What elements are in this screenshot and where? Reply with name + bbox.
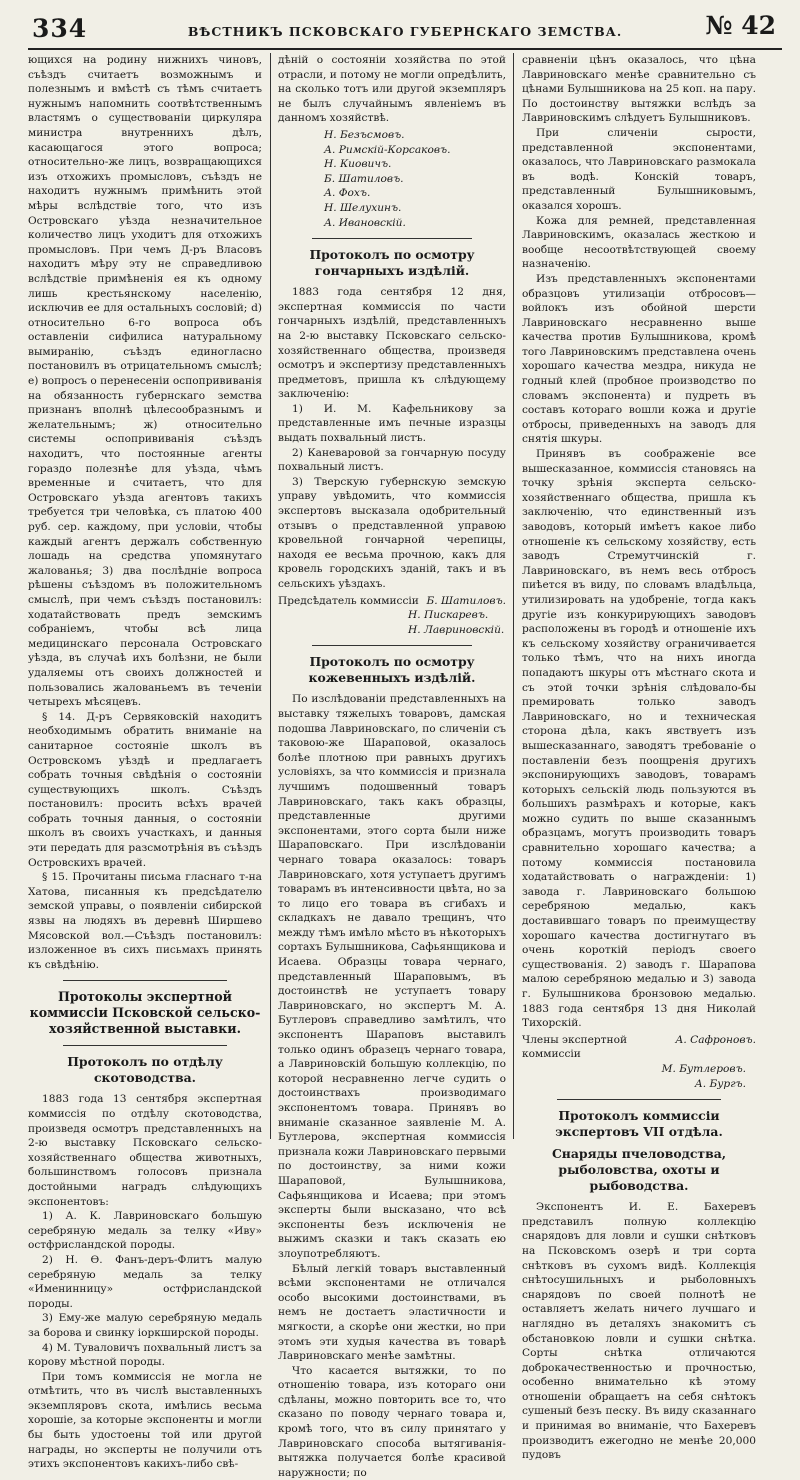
columns: [28, 53, 782, 1479]
paragraph: Изъ представленныхъ экспонентами образцовъ утилизаціи отбросовъ—войлокъ изъ обойной шерсти Лавриновскаго несравненно выше качества против Булышникова, кромѣ того Лавриновскимъ представлена очень хорошаго качества мездра, никуда не годный клей (пробное производство по словамъ экспонента) и пудреть въ составъ котораго вошли кожа и другіе отбросы, приведенныхъ на заводъ для снятія шкуры.: [522, 272, 756, 446]
paragraph: Что касается вытяжки, то по отношенію товара, изъ котораго они сдѣланы, можно повторить все то, что сказано по поводу чернаго товара и, кромѣ того, что въ силу принятаго у Лавриновскаго способа вытягиванія-вытяжка получается болѣе красивой наружности; по: [278, 1364, 506, 1479]
section-title: Протоколы экспертной коммиссіи Псковской сельско-хозяйственной выставки.: [29, 989, 261, 1037]
signatures-block: [278, 128, 506, 230]
signature: А. Фохъ.: [324, 187, 371, 200]
signature-row: [278, 594, 506, 609]
paragraph: § 15. Прочитаны письма гласнаго т-на Хатова, писанныя къ предсѣдателю земской управы, о появленіи сибирской язвы на людяхъ въ деревнѣ Ширшево Мясовской вол.—Съѣздъ постановилъ: изложенное въ сихъ письмахъ принять къ свѣдѣнію.: [28, 871, 262, 971]
chairman-signatures: [278, 594, 506, 638]
paragraph: 1883 года сентября 12 дня, экспертная коммиссія по части гончарныхъ издѣлій, представленныхъ на 2-ю выставку Псковскаго сельско-хозяйственнаго общества, произведя осмотръ и экспертизу представленныхъ предметовъ, пришла къ слѣдующему заключенію:: [278, 286, 506, 401]
signature-row: [522, 1033, 756, 1062]
paragraph: 3) Тверскую губернскую земскую управу увѣдомить, что коммиссія экспертовъ высказала одобрительный отзывъ о представленной управою кровельной гончарной черепицы, находя ее весьма прочною, какъ для кровель городскихъ зданій, такъ и въ сельскихъ уѣздахъ.: [278, 475, 506, 590]
signature: Б. Шатиловъ.: [426, 594, 506, 607]
column-3: [514, 53, 756, 1462]
paragraph: 1883 года 13 сентября экспертная коммиссія по отдѣлу скотоводства, произведя осмотръ представленныхъ на 2-ю выставку Псковскаго сельско-хозяйственнаго общества животныхъ, большинствомъ голосовъ признала достойными наградъ слѣдующихъ экспонентовъ:: [28, 1093, 262, 1208]
signature: А. Римскій-Корсаковъ.: [324, 143, 451, 156]
paragraph: Принявъ въ соображеніе все вышесказанное, коммиссія становясь на точку зрѣнія эксперта сельско-хозяйственнаго общества, пришла къ заключенію, что единственный изъ заводовъ, который имѣетъ какое либо отношеніе къ сельскому хозяйству, есть заводъ Стремутчинскій г. Лавриновскаго, въ немъ весь отбросъ пиѣется въ виду, по словамъ владѣльца, утилизировать на удобреніе, тогда какъ другіе изъ конкурирующихъ заводовъ расположены въ городѣ и отношеніе ихъ къ сельскому хозяйству ограничивается только тѣмъ, что на нихъ иногда попадаютъ шкуры отъ мѣстнаго скота и съ этой точки зрѣнія слѣдовало-бы премировать только заводъ Лавриновскаго, но и техническая сторона дѣла, какъ явствуетъ изъ вышесказаннаго, заводятъ требованіе о поставленіи безъ поощренія другихъ экспонирующихъ заводовъ, товарамъ которыхъ сельскій людь пользуются въ большихъ размѣрахъ и которые, какъ можно судить по выше сказаннымъ образцамъ, могутъ производить товаръ сравнительно хорошаго качества; а потому коммиссія постановила ходатайствовать о награжденіи: 1) завода г. Лавриновскаго большою серебряною медалью, какъ доставившаго товаръ по преимуществу хорошаго качества достигнутаго въ очень короткій періодъ своего существованія. 2) заводъ г. Шарапова малою серебряною медалью и 3) завода г. Булышникова бронзовою медалью. 1883 года сентября 13 дня Николай Тихорскій.: [522, 448, 756, 1030]
section-heading-equipment: Снаряды пчеловодства, рыболовства, охоты и рыбоводства.: [551, 1146, 727, 1194]
protocol-title-leather: Протоколъ по осмотру кожевенныхъ издѣлій.: [308, 654, 476, 686]
signature: Н. Шелухинъ.: [324, 201, 402, 214]
divider: [63, 980, 227, 981]
signature: Б. Шатиловъ.: [324, 172, 404, 185]
members-signatures: [522, 1033, 756, 1091]
paragraph: 4) М. Туваловичъ похвальный листъ за корову мѣстной породы.: [28, 1341, 262, 1369]
paragraph: При томъ коммиссія не могла не отмѣтить, что въ числѣ выставленныхъ экземпляровъ скота, имѣлись весьма хорошіе, за которые экспоненты и могли бы быть удостоены той или другой награды, но эксперты не получили отъ этихъ экспонентовъ какихъ-либо свѣ-: [28, 1370, 262, 1471]
signature: Н. Безъсмовъ.: [324, 128, 405, 141]
column-1: [28, 53, 270, 1471]
paragraph: 1) И. М. Кафельникову за представленные имъ печные изразцы выдать похвальный листъ.: [278, 402, 506, 445]
paragraph: сравненіи цѣнъ оказалось, что цѣна Лавриновскаго менѣе сравнительно съ цѣнами Булышникова на 25 коп. на пару. По достоинству вытяжки вслѣдъ за Лавриновскимъ слѣдуетъ Булышниковъ.: [522, 54, 756, 125]
paragraph: 2) Каневаровой за гончарную посуду похвальный листъ.: [278, 446, 506, 474]
divider: [557, 1099, 721, 1100]
paragraph: § 14. Д-ръ Сервяковскій находитъ необходимымъ обратить вниманіе на санитарное состояніе школъ въ Островскомъ уѣздѣ и предлагаетъ собрать точныя свѣдѣнія о состояніи существующихъ школъ. Съѣздъ постановилъ: просить всѣхъ врачей собрать точныя данныя, о состояніи школъ въ своихъ участкахъ, и данныя эти передать для разсмотрѣнія въ съѣздъ Островскихъ врачей.: [28, 710, 262, 869]
protocol-title-pottery: Протоколъ по осмотру гончарныхъ издѣлій.: [309, 247, 475, 279]
paragraph: При сличеніи сырости, представленной экспонентами, оказалось, что Лавриновскаго размокала въ водѣ. Конскій товаръ, представленный Булышниковымъ, оказался хорошъ.: [522, 126, 756, 212]
paragraph: 1) А. К. Лавриновскаго большую серебряную медаль за телку «Иву» остфрисландской породы.: [28, 1210, 262, 1252]
signature: Н. Лавриновскій.: [408, 623, 505, 636]
page-number: 334: [32, 14, 88, 43]
signature: А. Бургъ.: [694, 1077, 746, 1090]
issue-number: № 42: [705, 11, 776, 40]
paragraph: ющихся на родину нижнихъ чиновъ, съѣздъ считаетъ возможнымъ и полезнымъ и вмѣстѣ съ тѣмъ считаетъ нужнымъ напомнить соотвѣтственнымъ властямъ о существованіи циркуляра министра внутреннихъ дѣлъ, касающагося этого вопроса; относительно-же лицъ, возвращающихся изъ отхожихъ промысловъ, съѣздъ не находитъ нужнымъ примѣнить этой мѣры вслѣдствіе того, что изъ Островскаго уѣзда незначительное количество лицъ уходитъ для отхожихъ промысловъ. При чемъ Д-ръ Власовъ находитъ мѣру эту не справедливою вслѣдствіе примѣненія ея къ одному лишь крестьянскому населенію, исключив ее для остальныхъ сословій; d) относительно 6-го вопроса объ оставленіи сифилиса натуральному вымиранію, съѣздъ единогласно постановилъ въ отрицательномъ смыслѣ; e) вопросъ о перенесеніи оспопрививанія на обязанность губернскаго земства признанъ вполнѣ цѣлесообразнымъ и желательнымъ; ж) относительно системы оспопрививанія съѣздъ находитъ, что постоянные агенты гораздо полезнѣе для уѣзда, чѣмъ временные и считаетъ, что для Островскаго уѣзда агентовъ такихъ требуется три человѣка, съ платою 400 руб. сер. каждому, при условіи, чтобы каждый агентъ держалъ собственную лошадь на средства упомянутаго жалованья; 3) два послѣдніе вопроса рѣшены съѣздомъ въ положительномъ смыслѣ, при чемъ съѣздъ постановилъ: ходатайствовать предъ земскимъ собраніемъ, чтобы всѣ лица медицинскаго персонала Островскаго уѣзда, въ случаѣ ихъ болѣзни, не были удаляемы отъ своихъ должностей и пользовались жалованьемъ въ теченіи четырехъ мѣсяцевъ.: [28, 54, 262, 709]
signature: А. Сафроновъ.: [675, 1033, 756, 1046]
signature: Н. Пискаревъ.: [408, 609, 489, 622]
protocol-title-livestock: Протоколъ по отдѣлу скотоводства.: [67, 1054, 223, 1086]
paragraph: 3) Ему-же малую серебряную медаль за борова и свинку іоркширской породы.: [28, 1312, 262, 1339]
signature-label: Члены экспертной коммиссіи: [522, 1033, 628, 1061]
divider: [312, 238, 472, 239]
divider: [63, 1045, 227, 1046]
paragraph: Экспонентъ И. Е. Бахеревъ представилъ полную коллекцію снарядовъ для ловли и сушки снѣтковъ на Псковскомъ озерѣ и три сорта снѣтковъ въ сухомъ видѣ. Коллекція снѣтосушильныхъ и рыболовныхъ снарядовъ по своей полнотѣ не оставляетъ желать ничего лучшаго и наглядно въ деталяхъ знакомитъ съ обстановкою ловли и сушки снѣтка. Сорты снѣтка отличаются доброкачественностью и прочностью, особенно внимательно кѣ этому отношеніи обращаетъ на себя снѣтокъ сушеный безъ песку. Въ виду сказаннаго и принимая во вниманіе, что Бахеревъ производитъ ежегодно не менѣе 20,000 пудовъ: [522, 1201, 756, 1462]
column-2: [270, 53, 514, 1479]
signature-label: Предсѣдатель коммиссіи: [278, 594, 419, 607]
paragraph: 2) Н. Ѳ. Фанъ-деръ-Флитъ малую серебряную медаль за телку «Именинницу» остфрисландской породы.: [28, 1253, 262, 1310]
paragraph: Кожа для ремней, представленная Лавриновскимъ, оказалась жесткою и вообще несоотвѣтствующей своему назначенію.: [522, 214, 756, 271]
journal-title: ВѢСТНИКЪ ПСКОВСКАГО ГУБЕРНСКАГО ЗЕМСТВА.: [187, 24, 623, 39]
paragraph: Бѣлый легкій товаръ выставленный всѣми экспонентами не отличался особо высокими достоинствами, въ немъ не достаетъ эластичности и мягкости, а скорѣе они жестки, но при этомъ эти худыя качества въ товарѣ Лавриновскаго менѣе замѣтны.: [278, 1262, 506, 1363]
paragraph: По изслѣдованіи представленныхъ на выставку тяжелыхъ товаровъ, дамская подошва Лавриновскаго, по сличеніи съ таковою-же Шараповой, оказалось болѣе плотною при равныхъ другихъ условіяхъ, за что коммиссія и признала лучшимъ подошвенный товаръ Лавриновскаго, такъ какъ образцы, представленные другими экспонентами, этого сорта были ниже Шараповскаго. При изслѣдованіи чернаго товара оказалось: товаръ Лавриновскаго, хотя уступаетъ другимъ товарамъ въ интенсивности цвѣта, но за то лицо его товара въ сгибахъ и складкахъ не давало трещинъ, что между тѣмъ имѣло мѣсто въ нѣкоторыхъ сортахъ Булышникова, Сафьянщикова и Исаева. Образцы товара чернаго, представленный Шараповымъ, въ достоинствѣ не уступаетъ товару Лавриновскаго, но экспертъ М. А. Бутлеровъ справедливо замѣтилъ, что экспонентъ Шараповъ выставилъ только одинъ образецъ чернаго товара, а Лавриновскій большую коллекцію, по которой несравненно легче судить о достоинствахъ производимаго экспонентомъ товара. Принявъ во вниманіе сказанное заявленіе М. А. Бутлерова, экспертная коммиссія признала кожи Лавриновскаго первыми по достоинству, за ними кожи Шараповой, Булышникова, Сафьянщикова и Исаева; при этомъ эксперты были высказано, что всѣ экспоненты безъ исключенія не выжимъ сказки и такъ сказать ею злоупотребляютъ.: [278, 693, 506, 1260]
paragraph: дѣній о состояніи хозяйства по этой отрасли, и потому не могли опредѣлить, на сколько тотъ или другой экземпляръ не былъ случайнымъ явленіемъ въ данномъ хозяйствѣ.: [278, 54, 506, 125]
divider: [312, 645, 472, 646]
signature: Н. Киовичъ.: [324, 158, 392, 171]
protocol-title-section-vii: Протоколъ коммиссіи экспертовъ VII отдѣла.: [555, 1108, 723, 1140]
page-header: [28, 0, 782, 50]
signature: М. Бутлеровъ.: [661, 1062, 746, 1075]
signature: А. Ивановскій.: [324, 216, 406, 229]
